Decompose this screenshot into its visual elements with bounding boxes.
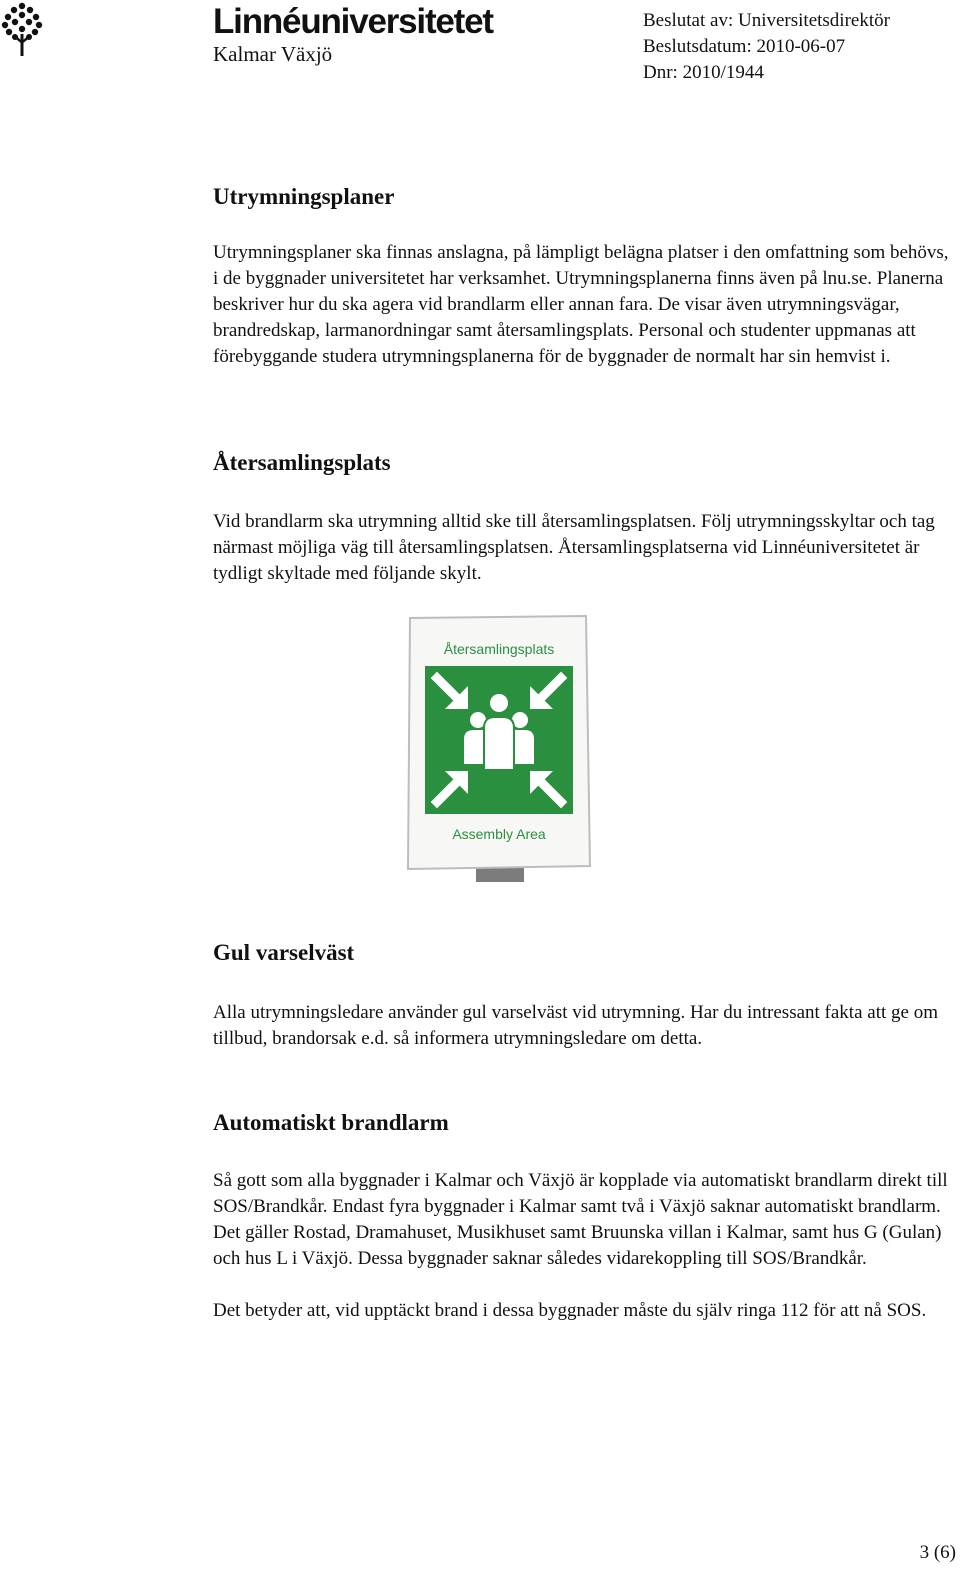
section-heading-automatic-fire-alarm: Automatiskt brandlarm	[213, 1110, 449, 1135]
decision-date: Beslutsdatum: 2010-06-07	[643, 36, 846, 57]
document-meta	[643, 8, 890, 86]
university-logo	[0, 0, 560, 80]
section-heading-yellow-vest: Gul varselväst	[213, 940, 355, 965]
page-number: 3 (6)	[919, 1542, 956, 1563]
section-text-evacuation-plans: Utrymningsplaner ska finnas anslagna, på lämpligt belägna platser i den omfattning som behövs, i de byggnader universitetet har verksamhet. Utrymningsplanerna finns även på lnu.se. Planerna beskriver hur du ska agera vid brandlarm eller annan fara. De visar även utrymningsvägar, brandredskap, larmanordningar samt återsamlingsplats. Personal och studenter uppmanas att förebyggande studera utrymningsplanerna för de byggnader de normalt har sin hemvist i.	[213, 242, 949, 367]
decided-by: Beslutat av: Universitetsdirektör	[643, 10, 890, 31]
document-number: Dnr: 2010/1944	[643, 62, 764, 83]
section-text-assembly-point: Vid brandlarm ska utrymning alltid ske till återsamlingsplatsen. Följ utrymningsskyltar och tag närmast möjliga väg till återsamlingsplatsen. Återsamlingsplatserna vid Linnéuniversitetet är tydligt skyltade med följande skylt.	[213, 511, 935, 584]
assembly-point-sign-icon	[404, 614, 594, 886]
section-text-call-112: Det betyder att, vid upptäckt brand i dessa byggnader måste du själv ringa 112 för att nå SOS.	[213, 1300, 927, 1321]
section-text-yellow-vest: Alla utrymningsledare använder gul varselväst vid utrymning. Har du intressant fakta att ge om tillbud, brandorsak e.d. så informera utrymningsledare om detta.	[213, 1002, 938, 1049]
section-text-automatic-fire-alarm: Så gott som alla byggnader i Kalmar och Växjö är kopplade via automatiskt brandlarm direkt till SOS/Brandkår. Endast fyra byggnader i Kalmar samt två i Växjö saknar automatiskt brandlarm. Det gäller Rostad, Dramahuset, Musikhuset samt Bruunska villan i Kalmar, samt hus G (Gulan) och hus L i Växjö. Dessa byggnader saknar således vidarekoppling till SOS/Brandkår.	[213, 1170, 948, 1269]
section-heading-assembly-point: Återsamlingsplats	[213, 450, 391, 475]
logo-wordmark: Linnéuniversitetet	[213, 2, 493, 41]
section-heading-evacuation-plans: Utrymningsplaner	[213, 184, 395, 209]
sign-top-text: Återsamlingsplats	[443, 641, 555, 657]
logo-subtitle: Kalmar Växjö	[213, 42, 333, 66]
tree-logo-icon	[0, 0, 46, 60]
sign-bottom-text: Assembly Area	[452, 826, 546, 842]
assembly-area-sign	[404, 614, 594, 886]
